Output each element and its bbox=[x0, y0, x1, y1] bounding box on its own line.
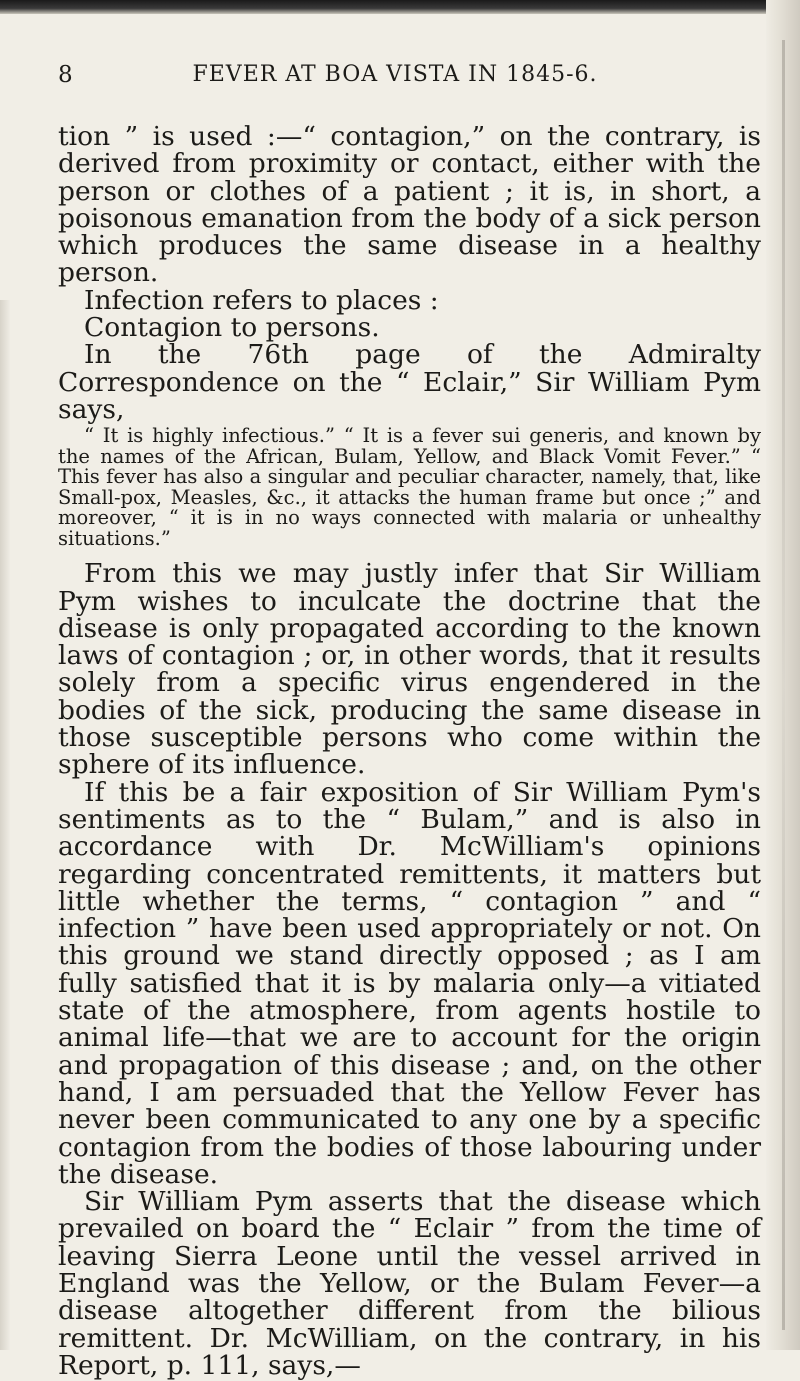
left-margin-shading bbox=[0, 300, 10, 1350]
page-top-shadow bbox=[0, 0, 800, 14]
page-header bbox=[50, 62, 740, 102]
paragraph-contagion-definition: tion ” is used :—“ contagion,” on the contrary, is derived from proximity or contact, either with the person or clothes of a patient ; it is, in short, a poisonous emanation from the body of a sick person which produces the same disease in a healthy person. bbox=[58, 121, 761, 289]
contagion-definition: Contagion to persons. bbox=[84, 312, 380, 344]
block-quote bbox=[58, 426, 761, 549]
paragraph-exposition: If this be a fair exposition of Sir William Pym's sentiments as to the “ Bulam,” and is also in accordance with Dr. McWilliam's opinions regarding concentrated remittents, it matters but little whether the terms, “ contagion ” and “ infection ” have been used appropriately or not. On this ground we stand directly opposed ; as I am fully satisfied that it is by malaria only—a vitiated state of the atmosphere, from agents hostile to animal life—that we are to account for the origin and propagation of this disease ; and, on the other hand, I am persuaded that the Yellow Fever has never been communicated to any one by a specific contagion from the bodies of those labouring under the disease. bbox=[58, 776, 761, 1190]
page-spine-edge bbox=[766, 0, 800, 1350]
paragraph-eclair: Sir William Pym asserts that the disease which prevailed on board the “ Eclair ” from the time of leaving Sierra Leone until the vessel arrived in England was the Yellow, or the Bulam Fever—a disease altogether different from the bilious remittent. Dr. McWilliam, on the contrary, in his Report, p. 111, says,— bbox=[58, 1186, 761, 1381]
quote-pym: “ It is highly infectious.” “ It is a fever sui generis, and known by the names of the African, Bulam, Yellow, and Black Vomit Fever.” “ This fever has also a singular and peculiar character, namely, that, like Small-pox, Measles, &c., it attacks the human frame but once ;” and moreover, “ it is in no ways connected with malaria or unhealthy situations.” bbox=[58, 424, 761, 550]
page-body bbox=[58, 123, 761, 1379]
page-number: 8 bbox=[58, 62, 73, 88]
paragraph-admiralty: In the 76th page of the Admiralty Correspondence on the “ Eclair,” Sir William Pym says, bbox=[58, 339, 761, 425]
infection-definition: Infection refers to places : bbox=[84, 284, 439, 316]
running-title: FEVER AT BOA VISTA IN 1845-6. bbox=[192, 62, 598, 87]
paragraph-infer: From this we may justly infer that Sir William Pym wishes to inculcate the doctrine that the disease is only propagated according to the known laws of contagion ; or, in other words, that it results solely from a specific virus engendered in the bodies of the sick, producing the same disease in those susceptible persons who come within the sphere of its influence. bbox=[58, 558, 761, 781]
